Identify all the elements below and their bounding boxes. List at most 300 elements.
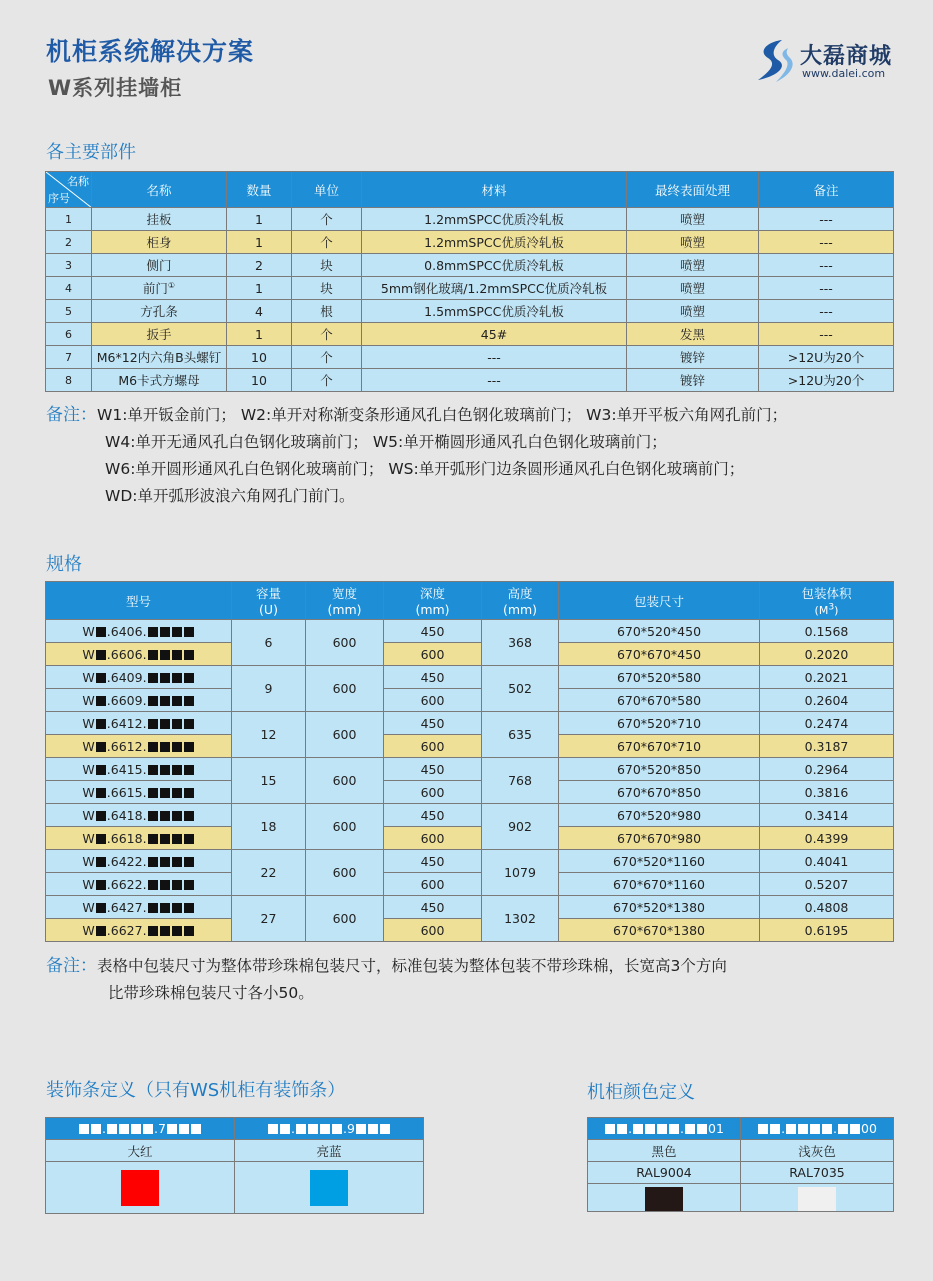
part-finish: 喷塑 bbox=[627, 300, 759, 323]
note-packaging bbox=[46, 953, 916, 1007]
trim-code-suffix: .9 bbox=[343, 1121, 355, 1136]
trim-color-swatch bbox=[121, 1170, 159, 1206]
trim-swatch-cell bbox=[235, 1162, 424, 1214]
mask-square bbox=[280, 1124, 290, 1134]
part-material: 1.5mmSPCC优质冷轧板 bbox=[362, 300, 627, 323]
col-capacity bbox=[232, 582, 306, 620]
model-number: .6618. bbox=[106, 830, 147, 846]
part-remark: --- bbox=[759, 231, 894, 254]
mask-square bbox=[669, 1124, 679, 1134]
trim-heading: 装饰条定义（只有WS机柜有装饰条） bbox=[46, 1080, 346, 1101]
pack-volume: 0.3816 bbox=[760, 781, 894, 804]
mask-square bbox=[685, 1124, 695, 1134]
mask-square bbox=[91, 1124, 101, 1134]
height: 635 bbox=[482, 712, 559, 758]
model-prefix: W bbox=[82, 830, 95, 846]
model-code bbox=[46, 758, 232, 781]
mask-square bbox=[172, 673, 182, 683]
col-name: 名称 bbox=[92, 172, 227, 208]
model-prefix: W bbox=[82, 623, 95, 639]
model-code bbox=[46, 896, 232, 919]
mask-square bbox=[770, 1124, 780, 1134]
trim-code: . .7 bbox=[46, 1118, 235, 1140]
model-code bbox=[46, 827, 232, 850]
mask-square bbox=[96, 857, 106, 867]
mask-square bbox=[758, 1124, 768, 1134]
depth: 450 bbox=[384, 850, 482, 873]
mask-square bbox=[96, 834, 106, 844]
capacity: 27 bbox=[232, 896, 306, 942]
width: 600 bbox=[306, 666, 384, 712]
model-prefix: W bbox=[82, 876, 95, 892]
parts-row bbox=[46, 208, 894, 231]
mask-square bbox=[143, 1124, 153, 1134]
part-qty: 1 bbox=[227, 208, 292, 231]
pack-size: 670*520*450 bbox=[559, 620, 760, 643]
color-code-suffix: 01 bbox=[708, 1121, 724, 1136]
part-finish: 发黑 bbox=[627, 323, 759, 346]
part-qty: 2 bbox=[227, 254, 292, 277]
capacity: 12 bbox=[232, 712, 306, 758]
mask-square bbox=[184, 719, 194, 729]
mask-square bbox=[160, 696, 170, 706]
mask-square bbox=[320, 1124, 330, 1134]
part-name: M6卡式方螺母 bbox=[118, 373, 200, 388]
mask-square bbox=[160, 650, 170, 660]
mask-square bbox=[356, 1124, 366, 1134]
col-width bbox=[306, 582, 384, 620]
height: 368 bbox=[482, 620, 559, 666]
part-name-cell bbox=[92, 369, 227, 392]
part-material: 0.8mmSPCC优质冷轧板 bbox=[362, 254, 627, 277]
model-number: .6615. bbox=[106, 784, 147, 800]
spec-heading: 规格 bbox=[46, 554, 82, 575]
mask-square bbox=[160, 926, 170, 936]
mask-square bbox=[148, 650, 158, 660]
color-ral: RAL9004 bbox=[588, 1162, 741, 1184]
col-pack-volume bbox=[760, 582, 894, 620]
mask-square bbox=[308, 1124, 318, 1134]
part-finish: 喷塑 bbox=[627, 277, 759, 300]
mask-square bbox=[160, 788, 170, 798]
note-line: W1:单开钣金前门； W2:单开对称渐变条形通风孔白色钢化玻璃前门； W3:单开平板六角网孔前门； bbox=[97, 406, 788, 424]
depth-label: 深度 bbox=[419, 586, 445, 601]
model-prefix: W bbox=[82, 922, 95, 938]
mask-square bbox=[850, 1124, 860, 1134]
col-finish: 最终表面处理 bbox=[627, 172, 759, 208]
capacity: 15 bbox=[232, 758, 306, 804]
mask-square bbox=[148, 742, 158, 752]
depth: 600 bbox=[384, 827, 482, 850]
spec-row bbox=[46, 643, 894, 666]
width: 600 bbox=[306, 896, 384, 942]
depth: 450 bbox=[384, 712, 482, 735]
brand-logo bbox=[752, 36, 912, 86]
model-number: .6415. bbox=[106, 761, 147, 777]
mask-square bbox=[172, 627, 182, 637]
mask-square bbox=[172, 650, 182, 660]
height: 502 bbox=[482, 666, 559, 712]
depth: 600 bbox=[384, 689, 482, 712]
mask-square bbox=[838, 1124, 848, 1134]
model-number: .6622. bbox=[106, 876, 147, 892]
mask-square bbox=[160, 903, 170, 913]
mask-square bbox=[184, 650, 194, 660]
capacity: 9 bbox=[232, 666, 306, 712]
depth: 450 bbox=[384, 620, 482, 643]
spec-row bbox=[46, 896, 894, 919]
part-remark: >12U为20个 bbox=[759, 346, 894, 369]
parts-row bbox=[46, 254, 894, 277]
part-qty: 1 bbox=[227, 277, 292, 300]
pack-volume: 0.1568 bbox=[760, 620, 894, 643]
part-material: 5mm钢化玻璃/1.2mmSPCC优质冷轧板 bbox=[362, 277, 627, 300]
part-material: --- bbox=[362, 369, 627, 392]
trim-name: 亮蓝 bbox=[235, 1140, 424, 1162]
mask-square bbox=[184, 834, 194, 844]
part-unit: 个 bbox=[292, 231, 362, 254]
mask-square bbox=[657, 1124, 667, 1134]
mask-square bbox=[798, 1124, 808, 1134]
cabinet-color-swatch bbox=[798, 1187, 836, 1211]
mask-square bbox=[184, 742, 194, 752]
model-number: .6627. bbox=[106, 922, 147, 938]
part-name-cell bbox=[92, 277, 227, 300]
mask-square bbox=[160, 673, 170, 683]
spec-row bbox=[46, 712, 894, 735]
height: 1302 bbox=[482, 896, 559, 942]
spec-row bbox=[46, 873, 894, 896]
model-prefix: W bbox=[82, 784, 95, 800]
depth: 450 bbox=[384, 896, 482, 919]
trim-code-suffix: .7 bbox=[154, 1121, 166, 1136]
part-finish: 喷塑 bbox=[627, 208, 759, 231]
mask-square bbox=[184, 696, 194, 706]
model-code bbox=[46, 919, 232, 942]
model-code bbox=[46, 735, 232, 758]
pack-volume: 0.3414 bbox=[760, 804, 894, 827]
mask-square bbox=[160, 880, 170, 890]
model-number: .6427. bbox=[106, 899, 147, 915]
part-name: 侧门 bbox=[146, 258, 172, 273]
trim-swatch-cell bbox=[46, 1162, 235, 1214]
pack-size: 670*670*980 bbox=[559, 827, 760, 850]
mask-square bbox=[172, 834, 182, 844]
brand-swoosh-icon bbox=[752, 36, 798, 86]
height: 768 bbox=[482, 758, 559, 804]
mask-square bbox=[160, 742, 170, 752]
pack-size: 670*520*850 bbox=[559, 758, 760, 781]
part-remark: >12U为20个 bbox=[759, 369, 894, 392]
model-prefix: W bbox=[82, 853, 95, 869]
mask-square bbox=[184, 903, 194, 913]
spec-row bbox=[46, 827, 894, 850]
part-unit: 块 bbox=[292, 254, 362, 277]
mask-square bbox=[184, 857, 194, 867]
width: 600 bbox=[306, 620, 384, 666]
mask-square bbox=[96, 788, 106, 798]
mask-square bbox=[172, 811, 182, 821]
brand-name: 大磊商城 bbox=[800, 44, 893, 69]
depth: 600 bbox=[384, 735, 482, 758]
part-name: 扳手 bbox=[146, 327, 172, 342]
cap-label: 容量 bbox=[255, 586, 281, 601]
model-code bbox=[46, 850, 232, 873]
depth: 450 bbox=[384, 666, 482, 689]
part-no: 8 bbox=[46, 369, 92, 392]
model-number: .6412. bbox=[106, 715, 147, 731]
mask-square bbox=[160, 627, 170, 637]
pack-size: 670*670*710 bbox=[559, 735, 760, 758]
mask-square bbox=[96, 880, 106, 890]
pack-size: 670*670*450 bbox=[559, 643, 760, 666]
mask-square bbox=[633, 1124, 643, 1134]
mask-square bbox=[96, 719, 106, 729]
vol-close: ) bbox=[834, 604, 839, 618]
spec-row bbox=[46, 919, 894, 942]
mask-square bbox=[172, 903, 182, 913]
model-number: .6609. bbox=[106, 692, 147, 708]
mask-square bbox=[172, 880, 182, 890]
part-no: 1 bbox=[46, 208, 92, 231]
mask-square bbox=[148, 811, 158, 821]
model-code bbox=[46, 620, 232, 643]
pack-volume: 0.2964 bbox=[760, 758, 894, 781]
pack-size: 670*670*580 bbox=[559, 689, 760, 712]
model-number: .6606. bbox=[106, 646, 147, 662]
width: 600 bbox=[306, 758, 384, 804]
width: 600 bbox=[306, 850, 384, 896]
diag-top-label: 名称 bbox=[67, 175, 89, 188]
part-no: 3 bbox=[46, 254, 92, 277]
parts-row bbox=[46, 277, 894, 300]
spec-row bbox=[46, 758, 894, 781]
part-unit: 块 bbox=[292, 277, 362, 300]
part-remark: --- bbox=[759, 254, 894, 277]
mask-square bbox=[172, 696, 182, 706]
pack-volume: 0.4041 bbox=[760, 850, 894, 873]
mask-square bbox=[172, 719, 182, 729]
part-name: 方孔条 bbox=[140, 304, 178, 319]
mask-square bbox=[184, 765, 194, 775]
spec-row bbox=[46, 735, 894, 758]
pack-volume: 0.4808 bbox=[760, 896, 894, 919]
part-name: M6*12内六角B头螺钉 bbox=[96, 350, 222, 365]
note-line: 表格中包装尺寸为整体带珍珠棉包装尺寸，标准包装为整体包装不带珍珠棉，长宽高3个方向 bbox=[97, 957, 727, 975]
note-line: WD:单开弧形波浪六角网孔门前门。 bbox=[105, 487, 355, 505]
part-unit: 个 bbox=[292, 323, 362, 346]
pack-size: 670*520*580 bbox=[559, 666, 760, 689]
model-code bbox=[46, 712, 232, 735]
mask-square bbox=[160, 834, 170, 844]
pack-volume: 0.2474 bbox=[760, 712, 894, 735]
part-remark: --- bbox=[759, 300, 894, 323]
mask-square bbox=[645, 1124, 655, 1134]
trim-name: 大红 bbox=[46, 1140, 235, 1162]
width: 600 bbox=[306, 804, 384, 850]
part-unit: 个 bbox=[292, 346, 362, 369]
color-name: 浅灰色 bbox=[741, 1140, 894, 1162]
parts-row bbox=[46, 323, 894, 346]
mask-square bbox=[368, 1124, 378, 1134]
mask-square bbox=[172, 857, 182, 867]
mask-square bbox=[148, 627, 158, 637]
pack-volume: 0.2604 bbox=[760, 689, 894, 712]
note-line: W6:单开圆形通风孔白色钢化玻璃前门； WS:单开弧形门边条圆形通风孔白色钢化玻璃前门； bbox=[105, 460, 745, 478]
mask-square bbox=[96, 673, 106, 683]
mask-square bbox=[160, 719, 170, 729]
pack-volume: 0.4399 bbox=[760, 827, 894, 850]
mask-square bbox=[191, 1124, 201, 1134]
spec-row bbox=[46, 689, 894, 712]
part-unit: 个 bbox=[292, 369, 362, 392]
parts-header-diag bbox=[46, 172, 92, 208]
mask-square bbox=[184, 926, 194, 936]
spec-table bbox=[45, 581, 894, 942]
color-code-suffix: 00 bbox=[861, 1121, 877, 1136]
mask-square bbox=[160, 765, 170, 775]
depth: 600 bbox=[384, 873, 482, 896]
pack-volume: 0.3187 bbox=[760, 735, 894, 758]
spec-row bbox=[46, 666, 894, 689]
mask-square bbox=[172, 926, 182, 936]
mask-square bbox=[148, 926, 158, 936]
model-code bbox=[46, 666, 232, 689]
part-name-cell bbox=[92, 254, 227, 277]
parts-row bbox=[46, 346, 894, 369]
mask-square bbox=[172, 765, 182, 775]
height-label: 高度 bbox=[507, 586, 533, 601]
mask-square bbox=[167, 1124, 177, 1134]
color-name: 黑色 bbox=[588, 1140, 741, 1162]
capacity: 22 bbox=[232, 850, 306, 896]
part-name: 前门 bbox=[142, 281, 168, 296]
cap-unit: (U) bbox=[259, 602, 278, 617]
mask-square bbox=[184, 627, 194, 637]
height: 1079 bbox=[482, 850, 559, 896]
col-model: 型号 bbox=[46, 582, 232, 620]
mask-square bbox=[107, 1124, 117, 1134]
model-prefix: W bbox=[82, 692, 95, 708]
col-height bbox=[482, 582, 559, 620]
mask-square bbox=[96, 811, 106, 821]
pack-volume: 0.6195 bbox=[760, 919, 894, 942]
part-finish: 喷塑 bbox=[627, 231, 759, 254]
spec-row bbox=[46, 781, 894, 804]
part-name-cell bbox=[92, 346, 227, 369]
mask-square bbox=[96, 696, 106, 706]
capacity: 18 bbox=[232, 804, 306, 850]
pack-volume: 0.2020 bbox=[760, 643, 894, 666]
part-no: 4 bbox=[46, 277, 92, 300]
part-unit: 个 bbox=[292, 208, 362, 231]
part-qty: 10 bbox=[227, 346, 292, 369]
model-code bbox=[46, 689, 232, 712]
mask-square bbox=[268, 1124, 278, 1134]
mask-square bbox=[96, 926, 106, 936]
mask-square bbox=[332, 1124, 342, 1134]
color-code: . . 01 bbox=[588, 1118, 741, 1140]
diag-bottom-label: 序号 bbox=[48, 192, 70, 205]
part-finish: 镀锌 bbox=[627, 346, 759, 369]
part-no: 6 bbox=[46, 323, 92, 346]
part-material: 1.2mmSPCC优质冷轧板 bbox=[362, 208, 627, 231]
mask-square bbox=[148, 857, 158, 867]
mask-square bbox=[148, 696, 158, 706]
model-number: .6612. bbox=[106, 738, 147, 754]
mask-square bbox=[96, 742, 106, 752]
parts-row bbox=[46, 369, 894, 392]
part-remark: --- bbox=[759, 208, 894, 231]
mask-square bbox=[810, 1124, 820, 1134]
model-prefix: W bbox=[82, 761, 95, 777]
parts-row bbox=[46, 300, 894, 323]
part-name-cell bbox=[92, 208, 227, 231]
model-prefix: W bbox=[82, 738, 95, 754]
part-finish: 喷塑 bbox=[627, 254, 759, 277]
width-label: 宽度 bbox=[331, 586, 357, 601]
model-prefix: W bbox=[82, 715, 95, 731]
note-line: W4:单开无通风孔白色钢化玻璃前门； W5:单开椭圆形通风孔白色钢化玻璃前门； bbox=[105, 433, 667, 451]
part-name: 挂板 bbox=[146, 212, 172, 227]
height-unit: (mm) bbox=[502, 602, 538, 617]
color-code: . . 00 bbox=[741, 1118, 894, 1140]
page-title: 机柜系统解决方案 bbox=[46, 37, 255, 66]
col-depth bbox=[384, 582, 482, 620]
mask-square bbox=[79, 1124, 89, 1134]
mask-square bbox=[96, 627, 106, 637]
mask-square bbox=[148, 765, 158, 775]
depth: 450 bbox=[384, 804, 482, 827]
mask-square bbox=[184, 880, 194, 890]
mask-square bbox=[131, 1124, 141, 1134]
mask-square bbox=[148, 673, 158, 683]
depth: 450 bbox=[384, 758, 482, 781]
pack-size: 670*520*1380 bbox=[559, 896, 760, 919]
model-prefix: W bbox=[82, 646, 95, 662]
page-subtitle: W系列挂墙柜 bbox=[48, 76, 183, 100]
part-finish: 镀锌 bbox=[627, 369, 759, 392]
mask-square bbox=[172, 788, 182, 798]
part-remark: --- bbox=[759, 277, 894, 300]
col-material: 材料 bbox=[362, 172, 627, 208]
depth: 600 bbox=[384, 781, 482, 804]
spec-row bbox=[46, 850, 894, 873]
pack-volume: 0.5207 bbox=[760, 873, 894, 896]
col-qty: 数量 bbox=[227, 172, 292, 208]
pack-size: 670*670*850 bbox=[559, 781, 760, 804]
mask-square bbox=[96, 650, 106, 660]
model-number: .6406. bbox=[106, 623, 147, 639]
model-number: .6422. bbox=[106, 853, 147, 869]
trim-code: . .9 bbox=[235, 1118, 424, 1140]
col-unit: 单位 bbox=[292, 172, 362, 208]
model-number: .6418. bbox=[106, 807, 147, 823]
part-qty: 10 bbox=[227, 369, 292, 392]
mask-square bbox=[184, 673, 194, 683]
mask-square bbox=[822, 1124, 832, 1134]
mask-square bbox=[148, 903, 158, 913]
part-name-cell bbox=[92, 323, 227, 346]
brand-url: www.dalei.com bbox=[802, 67, 886, 80]
mask-square bbox=[296, 1124, 306, 1134]
mask-square bbox=[148, 880, 158, 890]
model-code bbox=[46, 643, 232, 666]
part-unit: 根 bbox=[292, 300, 362, 323]
cabinet-color-swatch bbox=[645, 1187, 683, 1211]
note-label: 备注： bbox=[46, 956, 97, 976]
mask-square bbox=[148, 834, 158, 844]
